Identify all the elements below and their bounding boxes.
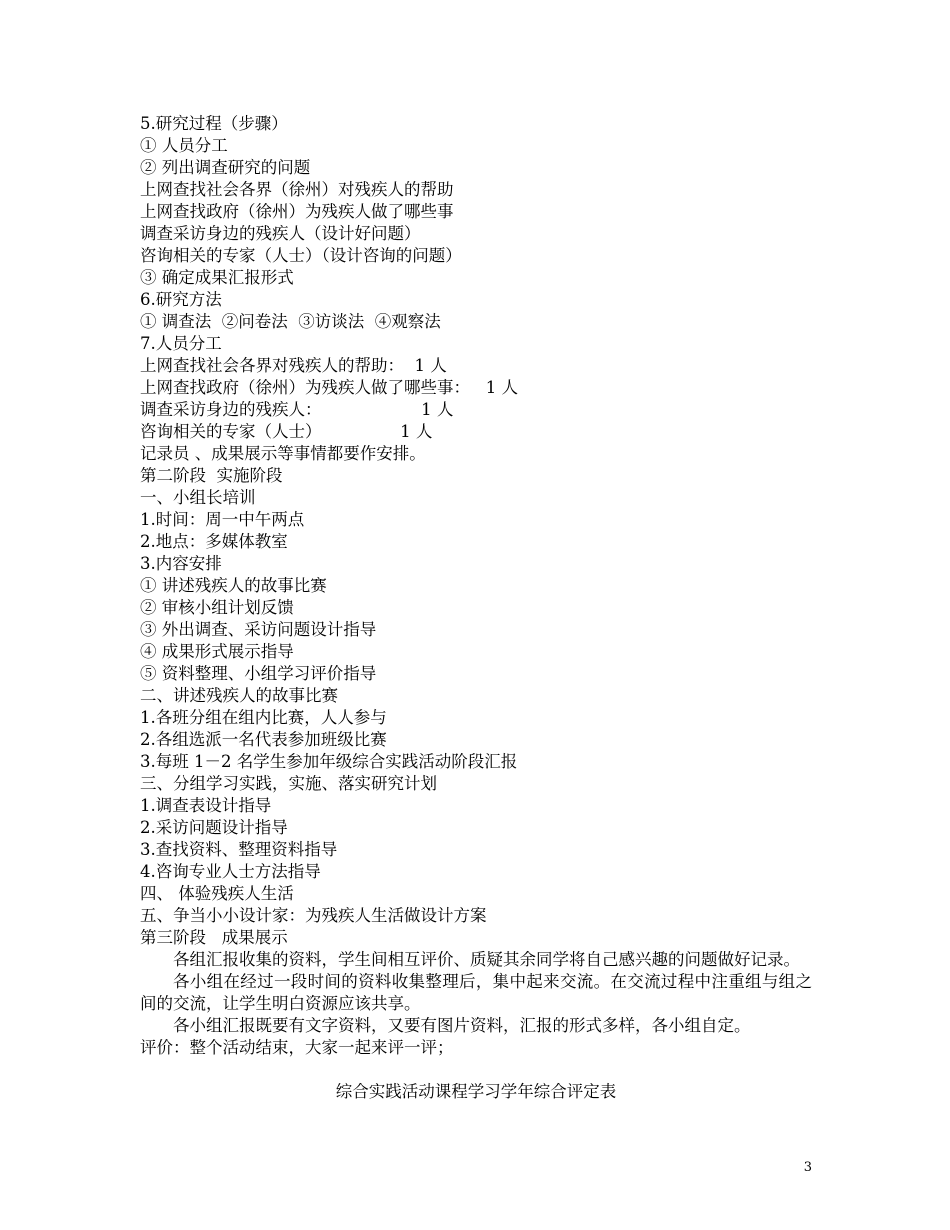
- paragraph: 各组汇报收集的资料，学生间相互评价、质疑其余同学将自己感兴趣的问题做好记录。: [173, 950, 800, 969]
- list-item: 上网查找社会各界对残疾人的帮助： 1 人: [140, 356, 447, 375]
- list-item: ③ 确定成果汇报形式: [140, 268, 294, 287]
- list-item: ② 列出调查研究的问题: [140, 158, 311, 177]
- heading-research-process: 5.研究过程（步骤）: [140, 114, 288, 133]
- list-item: 4.咨询专业人士方法指导: [140, 862, 321, 881]
- evaluation-line: 评价：整个活动结束，大家一起来评一评；: [140, 1038, 454, 1057]
- paragraph: 各小组汇报既要有文字资料，又要有图片资料，汇报的形式多样，各小组自定。: [173, 1016, 751, 1035]
- list-item: 3.查找资料、整理资料指导: [140, 840, 338, 859]
- list-item: ① 调查法 ②问卷法 ③访谈法 ④观察法: [140, 312, 441, 331]
- list-item: 调查采访身边的残疾人（设计好问题）: [140, 224, 421, 243]
- list-item: 3.每班 1－2 名学生参加年级综合实践活动阶段汇报: [140, 752, 518, 771]
- paragraph: 各小组在经过一段时间的资料收集整理后，集中起来交流。在交流过程中注重组与组之间的交流，让学生明白资源应该共享。: [140, 972, 812, 1013]
- list-item: 2.采访问题设计指导: [140, 818, 288, 837]
- list-item: 上网查找政府（徐州）为残疾人做了哪些事: [140, 202, 454, 221]
- section-heading: 二、讲述残疾人的故事比赛: [140, 686, 338, 705]
- list-item: 1.各班分组在组内比赛，人人参与: [140, 708, 387, 727]
- heading-staff-assignment: 7.人员分工: [140, 334, 222, 353]
- section-heading: 一、小组长培训: [140, 488, 256, 507]
- section-heading: 三、分组学习实践，实施、落实研究计划: [140, 774, 437, 793]
- section-heading: 四、 体验残疾人生活: [140, 884, 294, 903]
- blank-line: [140, 1059, 812, 1081]
- list-item: ③ 外出调查、采访问题设计指导: [140, 620, 377, 639]
- heading-stage-three: 第三阶段 成果展示: [140, 928, 288, 947]
- list-item: 咨询相关的专家（人士） 1 人: [140, 422, 433, 441]
- heading-stage-two: 第二阶段 实施阶段: [140, 466, 283, 485]
- list-item: ① 讲述残疾人的故事比赛: [140, 576, 327, 595]
- section-heading: 五、争当小小设计家：为残疾人生活做设计方案: [140, 906, 487, 925]
- list-item: 1.时间：周一中午两点: [140, 510, 305, 529]
- list-item: 2.各组选派一名代表参加班级比赛: [140, 730, 387, 749]
- list-item: 2.地点：多媒体教室: [140, 532, 288, 551]
- list-item: ④ 成果形式展示指导: [140, 642, 294, 661]
- list-item: 1.调查表设计指导: [140, 796, 272, 815]
- list-item: 上网查找政府（徐州）为残疾人做了哪些事： 1 人: [140, 378, 518, 397]
- list-item: ⑤ 资料整理、小组学习评价指导: [140, 664, 377, 683]
- list-item: 记录员 、成果展示等事情都要作安排。: [140, 444, 426, 463]
- list-item: 3.内容安排: [140, 554, 222, 573]
- list-item: 咨询相关的专家（人士）（设计咨询的问题）: [140, 246, 462, 265]
- list-item: 上网查找社会各界（徐州）对残疾人的帮助: [140, 180, 454, 199]
- document-body: [140, 113, 812, 1103]
- list-item: ① 人员分工: [140, 136, 228, 155]
- heading-research-methods: 6.研究方法: [140, 290, 222, 309]
- list-item: 调查采访身边的残疾人： 1 人: [140, 400, 454, 419]
- list-item: ② 审核小组计划反馈: [140, 598, 294, 617]
- table-title: 综合实践活动课程学习学年综合评定表: [335, 1082, 617, 1101]
- page-number: 3: [803, 1160, 812, 1175]
